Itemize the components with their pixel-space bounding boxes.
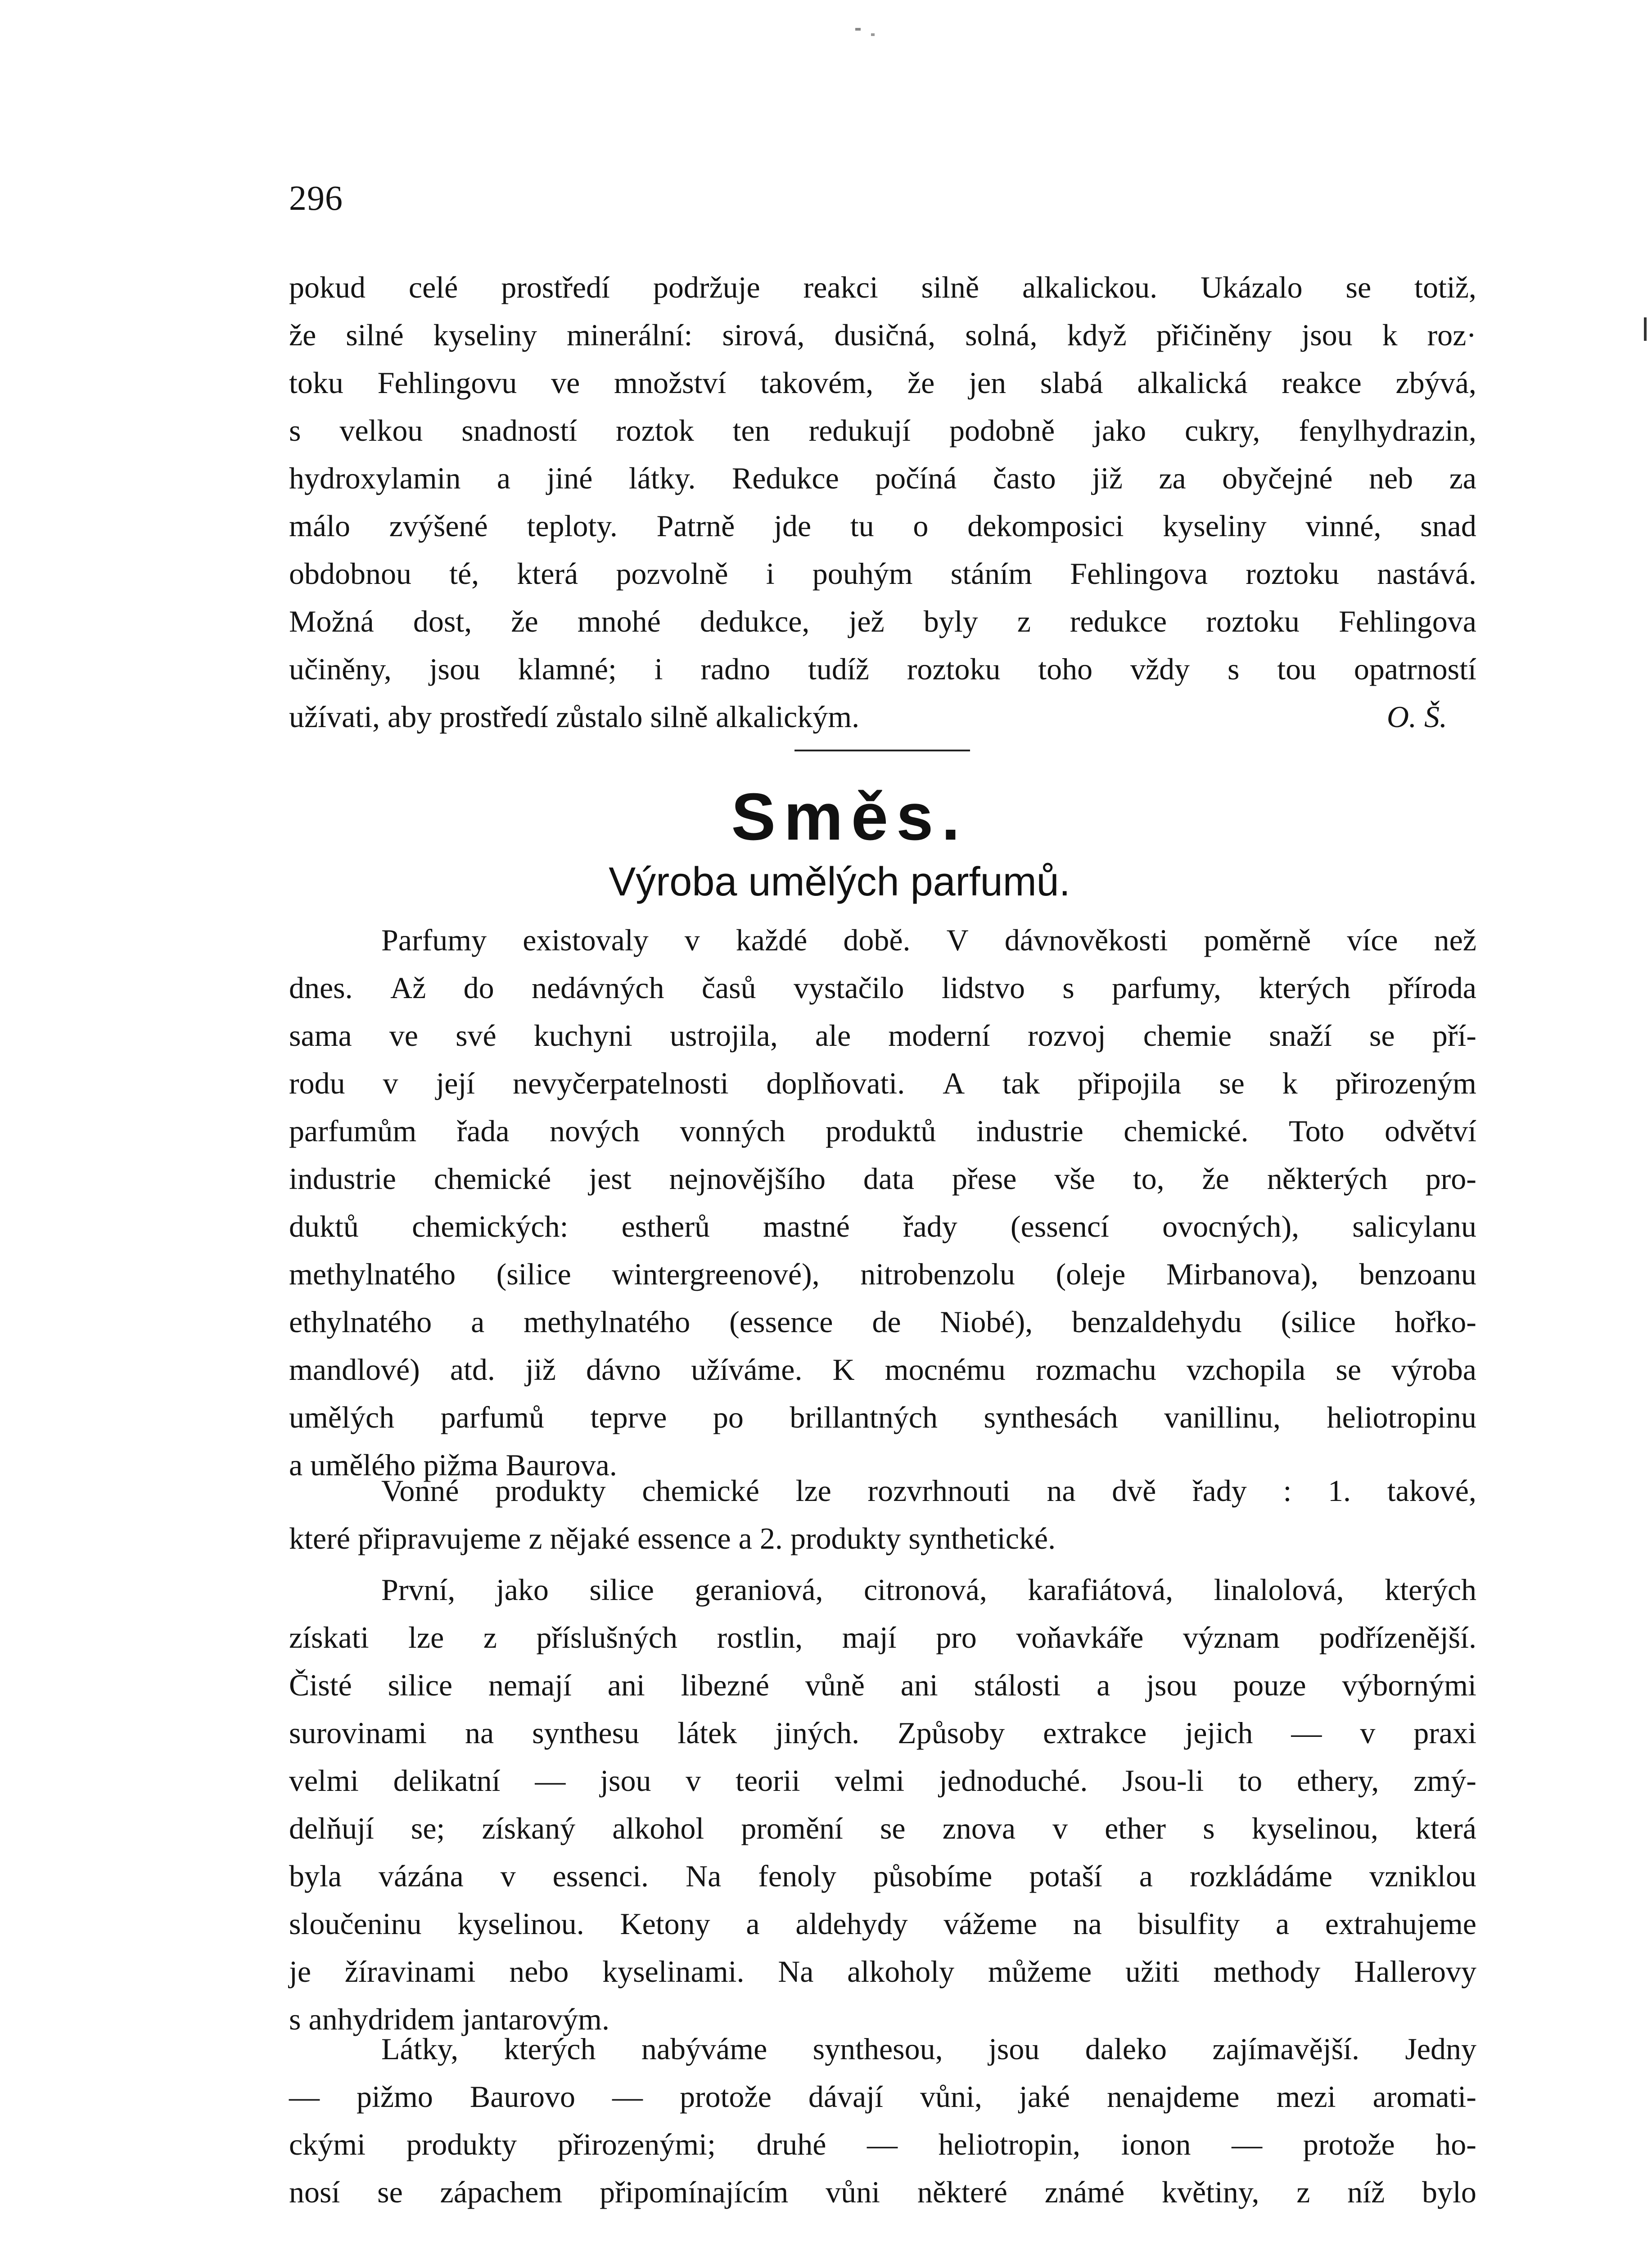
author-signature: O. Š.	[1386, 700, 1447, 734]
text-line: pokud celé prostředí podržuje reakci silně alkalickou. Ukázalo se totiž,	[289, 270, 1476, 304]
margin-mark	[1644, 317, 1647, 341]
text-line: nosí se zápachem připomínajícím vůni některé známé květiny, z níž bylo	[289, 2175, 1476, 2209]
text-line: získati lze z příslušných rostlin, mají pro voňavkáře význam podřízenější.	[289, 1620, 1476, 1654]
text-line: Vonné produkty chemické lze rozvrhnouti na dvě řady : 1. takové,	[381, 1474, 1476, 1508]
text-line: parfumům řada nových vonných produktů industrie chemické. Toto odvětví	[289, 1114, 1476, 1148]
text-line: obdobnou té, která pozvolně i pouhým stáním Fehlingova roztoku nastává.	[289, 556, 1476, 591]
text-line: surovinami na synthesu látek jiných. Způsoby extrakce jejich — v praxi	[289, 1716, 1476, 1750]
text-line: které připravujeme z nějaké essence a 2. produkty synthetické.	[289, 1521, 1056, 1555]
section-divider	[794, 750, 970, 751]
paragraph-1	[289, 263, 1476, 741]
article-title: Výroba umělých parfumů.	[609, 859, 1070, 904]
text-line: byla vázána v essenci. Na fenoly působíme potaší a rozkládáme vzniklou	[289, 1859, 1476, 1893]
paragraph-3	[289, 1467, 1476, 1562]
text-line: Parfumy existovaly v každé době. V dávnověkosti poměrně více než	[381, 923, 1476, 957]
text-line: toku Fehlingovu ve množství takovém, že jen slabá alkalická reakce zbývá,	[289, 366, 1476, 400]
text-line: s velkou snadností roztok ten redukují podobně jako cukry, fenylhydrazin,	[289, 413, 1476, 447]
text-line: methylnatého (silice wintergreenové), nitrobenzolu (oleje Mirbanova), benzoanu	[289, 1257, 1476, 1291]
text-line: a umělého pižma Baurova.	[289, 1448, 617, 1482]
text-line: ckými produkty přirozenými; druhé — heliotropin, ionon — protože ho-	[289, 2127, 1476, 2161]
text-line: učiněny, jsou klamné; i radno tudíž roztoku toho vždy s tou opatrností	[289, 652, 1476, 686]
text-line: Možná dost, že mnohé dedukce, jež byly z redukce roztoku Fehlingova	[289, 604, 1476, 638]
text-line: umělých parfumů teprve po brillantných synthesách vanillinu, heliotropinu	[289, 1400, 1476, 1434]
text-line: ethylnatého a methylnatého (essence de Niobé), benzaldehydu (silice hořko-	[289, 1305, 1476, 1339]
section-title: Směs.	[731, 780, 968, 854]
text-line: hydroxylamin a jiné látky. Redukce počíná často již za obyčejné neb za	[289, 461, 1476, 495]
text-line: — pižmo Baurovo — protože dávají vůni, jaké nenajdeme mezi aromati-	[289, 2079, 1476, 2114]
page-number: 296	[289, 178, 343, 217]
text-line: sloučeninu kyselinou. Ketony a aldehydy vážeme na bisulfity a extrahujeme	[289, 1907, 1476, 1941]
text-line: že silné kyseliny minerální: sirová, dusičná, solná, když přičiněny jsou k roz·	[289, 318, 1476, 352]
text-line: duktů chemických: estherů mastné řady (essencí ovocných), salicylanu	[289, 1209, 1476, 1243]
paragraph-5	[289, 2025, 1476, 2216]
text-line: mandlové) atd. již dávno užíváme. K mocnému rozmachu vzchopila se výroba	[289, 1352, 1476, 1387]
text-line: užívati, aby prostředí zůstalo silně alkalickým. O. Š.	[289, 693, 1476, 741]
text-line: rodu v její nevyčerpatelnosti doplňovati. A tak připojila se k přirozeným	[289, 1066, 1476, 1100]
text-line: industrie chemické jest nejnovějšího data přese vše to, že některých pro-	[289, 1162, 1476, 1196]
text-line: dnes. Až do nedávných časů vystačilo lidstvo s parfumy, kterých příroda	[289, 971, 1476, 1005]
print-speck	[855, 28, 861, 31]
print-speck	[871, 33, 875, 36]
text-line: Látky, kterých nabýváme synthesou, jsou daleko zajímavější. Jedny	[381, 2032, 1476, 2066]
text-line: s anhydridem jantarovým.	[289, 2002, 609, 2036]
text-line: málo zvýšené teploty. Patrně jde tu o dekomposici kyseliny vinné, snad	[289, 509, 1476, 543]
paragraph-4	[289, 1566, 1476, 2043]
text-line: je žíravinami nebo kyselinami. Na alkoholy můžeme užiti methody Hallerovy	[289, 1954, 1476, 1989]
text-line: velmi delikatní — jsou v teorii velmi jednoduché. Jsou-li to ethery, zmý-	[289, 1763, 1476, 1798]
text-line: Čisté silice nemají ani libezné vůně ani stálosti a jsou pouze výbornými	[289, 1668, 1476, 1702]
text-line: sama ve své kuchyni ustrojila, ale moderní rozvoj chemie snaží se pří-	[289, 1018, 1476, 1053]
text-line: delňují se; získaný alkohol promění se znova v ether s kyselinou, která	[289, 1811, 1476, 1845]
paragraph-2	[289, 916, 1476, 1489]
text-line: První, jako silice geraniová, citronová, karafiátová, linalolová, kterých	[381, 1573, 1476, 1607]
